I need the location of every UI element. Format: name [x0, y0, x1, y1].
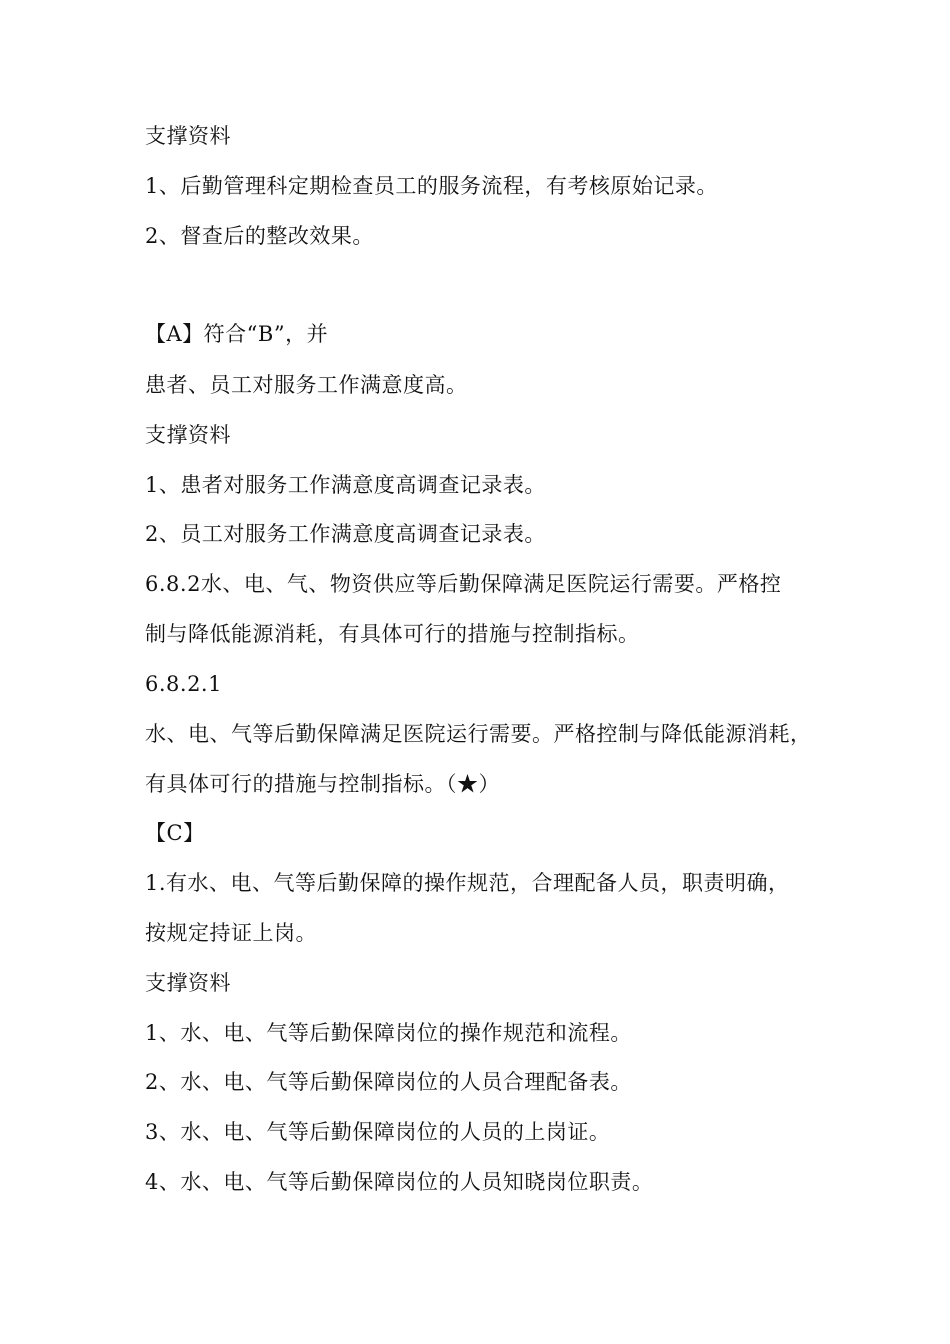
text-line: 支撑资料: [145, 124, 231, 148]
text-line: 1、患者对服务工作满意度高调查记录表。: [145, 473, 546, 497]
text-line: 支撑资料: [145, 423, 231, 447]
text-line: 有具体可行的措施与控制指标。（★）: [145, 772, 500, 796]
text-line: 1.有水、电、气等后勤保障的操作规范，合理配备人员，职责明确，: [145, 871, 790, 895]
text-line: 6.8.2水、电、气、物资供应等后勤保障满足医院运行需要。严格控: [145, 572, 782, 596]
text-line: 【C】: [145, 821, 205, 845]
text-line: 4、水、电、气等后勤保障岗位的人员知晓岗位职责。: [145, 1170, 654, 1194]
text-line: 水、电、气等后勤保障满足医院运行需要。严格控制与降低能源消耗，: [145, 722, 812, 746]
text-line: 按规定持证上岗。: [145, 921, 317, 945]
text-line: 3、水、电、气等后勤保障岗位的人员的上岗证。: [145, 1120, 611, 1144]
text-line: 【A】符合“B”，并: [145, 322, 329, 346]
text-line: 1、水、电、气等后勤保障岗位的操作规范和流程。: [145, 1021, 632, 1045]
text-line: 2、督查后的整改效果。: [145, 224, 374, 248]
text-line: 制与降低能源消耗，有具体可行的措施与控制指标。: [145, 622, 640, 646]
text-line: 1、后勤管理科定期检查员工的服务流程，有考核原始记录。: [145, 174, 718, 198]
text-line: 6.8.2.1: [145, 672, 222, 696]
text-line: 患者、员工对服务工作满意度高。: [145, 373, 468, 397]
text-line: 2、员工对服务工作满意度高调查记录表。: [145, 522, 546, 546]
text-line: 支撑资料: [145, 971, 231, 995]
text-line: 2、水、电、气等后勤保障岗位的人员合理配备表。: [145, 1070, 632, 1094]
